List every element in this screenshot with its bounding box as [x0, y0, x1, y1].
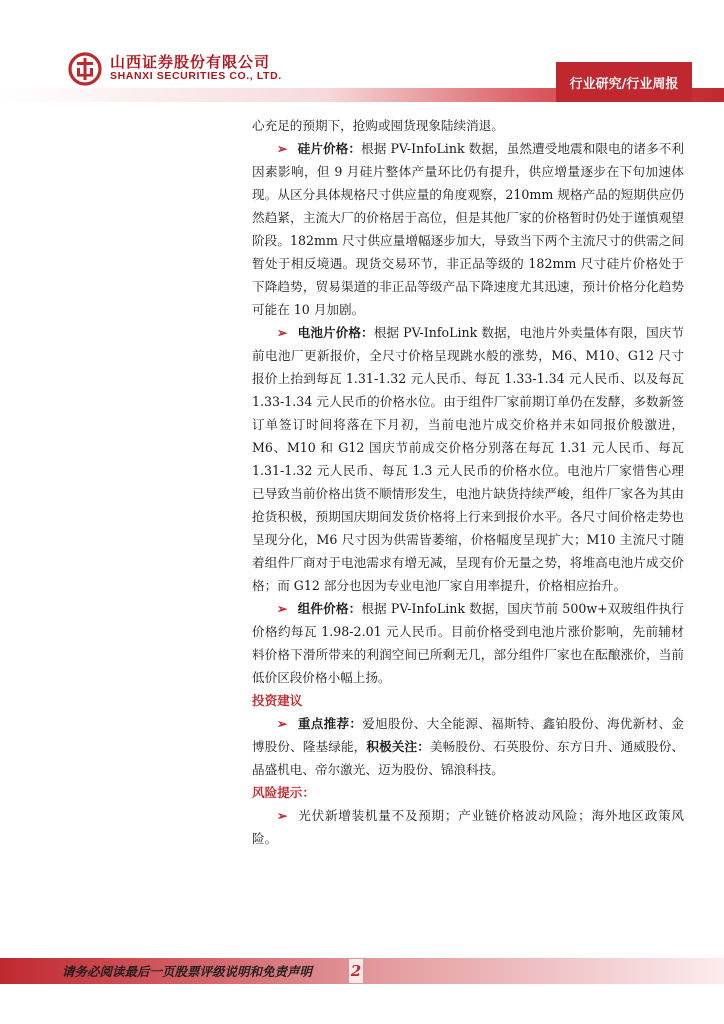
risk-text: 光伏新增装机量不及预期；产业链价格波动风险；海外地区政策风险。 [252, 808, 684, 846]
page-header [0, 0, 724, 104]
key-recommend-text: 爱旭股份、大全能源、福斯特、鑫铂股份、海优新材、金博股份、隆基绿能， [252, 716, 685, 754]
wafer-price-text: 根据 PV-InfoLink 数据，虽然遭受地震和限电的诸多不利因素影响，但 9 月硅片整体产量环比仍有提升，供应增量逐步在下旬加速体现。从区分具体规格尺寸供应量的角度观察，210mm 规格产品的短期供应仍然趋紧，主流大厂的价格居于高位，但是其他厂家的价格暂时仍处于谨慎观望阶段。182mm 尺寸供应量增幅逐步加大，导致当下两个主流尺寸的供需之间暂处于相反境遇。现货交易环节，非正品等级的 182mm 尺寸硅片价格处于下降趋势，贸易渠道的非正品等级产品下降速度尤其迅速，预计价格分化趋势可能在 10 月加剧。 [252, 141, 685, 317]
bullet-arrow-icon: ➢ [277, 808, 288, 823]
module-price-label: 组件价格： [297, 601, 362, 616]
watch-label: 积极关注： [366, 739, 430, 754]
module-price-text: 根据 PV-InfoLink 数据，国庆节前 500w+双玻组件执行价格约每瓦 1.98-2.01 元人民币。目前价格受到电池片涨价影响，先前辅材料价格下滑所带来的利润空间已所剩无几，部分组件厂家也在酝酿涨价，当前低价区段价格小幅上扬。 [252, 601, 684, 685]
bullet-arrow-icon: ➢ [277, 716, 288, 731]
bullet-arrow-icon: ➢ [277, 601, 288, 616]
wafer-price-paragraph [252, 137, 684, 321]
investment-paragraph [252, 712, 684, 781]
key-recommend-label: 重点推荐： [297, 716, 363, 731]
intro-paragraph: 心充足的预期下，抢购或囤货现象陆续消退。 [252, 118, 504, 133]
risk-heading: 风险提示： [252, 785, 315, 800]
company-name-en: SHANXI SECURITIES CO., LTD. [110, 70, 282, 82]
cell-price-text: 根据 PV-InfoLink 数据，电池片外卖量体有限，国庆节前电池厂更新报价，全尺寸价格呈现跳水般的涨势，M6、M10、G12 尺寸报价上抬到每瓦 1.31-1.32 元人民币、每瓦 1.33-1.34 元人民币、以及每瓦 1.33-1.34 元人民币的价格水位。由于组件厂家前期订单仍在发酵，多数新签订单签订时间将落在下月初，当前电池片成交价格并未如同报价般激进，M6、M10 和 G12 国庆节前成交价格分别落在每瓦 1.31 元人民币、每瓦 1.31-1.32 元人民币、每瓦 1.3 元人民币的价格水位。电池片厂家惜售心理已导致当前价格出货不顺情形发生，电池片缺货持续严峻，组件厂家各为其由抢货积极，预期国庆期间发货价格将上行来到报价水平。各尺寸间价格走势也呈现分化，M6 尺寸因为供需皆萎缩，价格幅度呈现扩大；M10 主流尺寸随着组件厂商对于电池需求有增无减，呈现有价无量之势，将堆高电池片成交价格；而 G12 部分也因为专业电池厂家自用率提升，价格相应抬升。 [252, 325, 685, 593]
investment-heading: 投资建议 [252, 693, 303, 708]
bullet-arrow-icon: ➢ [277, 141, 288, 156]
company-logo-icon [68, 52, 102, 86]
report-body [252, 114, 684, 850]
bullet-arrow-icon: ➢ [277, 325, 288, 340]
company-name-cn: 山西证券股份有限公司 [110, 53, 271, 71]
watch-text: 美畅股份、石英股份、东方日升、通威股份、晶盛机电、帝尔激光、迈为股份、锦浪科技。 [252, 739, 685, 777]
wafer-price-label: 硅片价格： [297, 141, 362, 156]
module-price-paragraph [252, 597, 684, 689]
cell-price-paragraph [252, 321, 684, 597]
cell-price-label: 电池片价格： [297, 325, 374, 340]
footer-disclaimer: 请务必阅读最后一页股票评级说明和免责声明 [62, 964, 313, 979]
risk-paragraph [252, 804, 684, 850]
section-tag: 行业研究/行业周报 [556, 62, 692, 102]
page-number: 2 [349, 959, 363, 983]
